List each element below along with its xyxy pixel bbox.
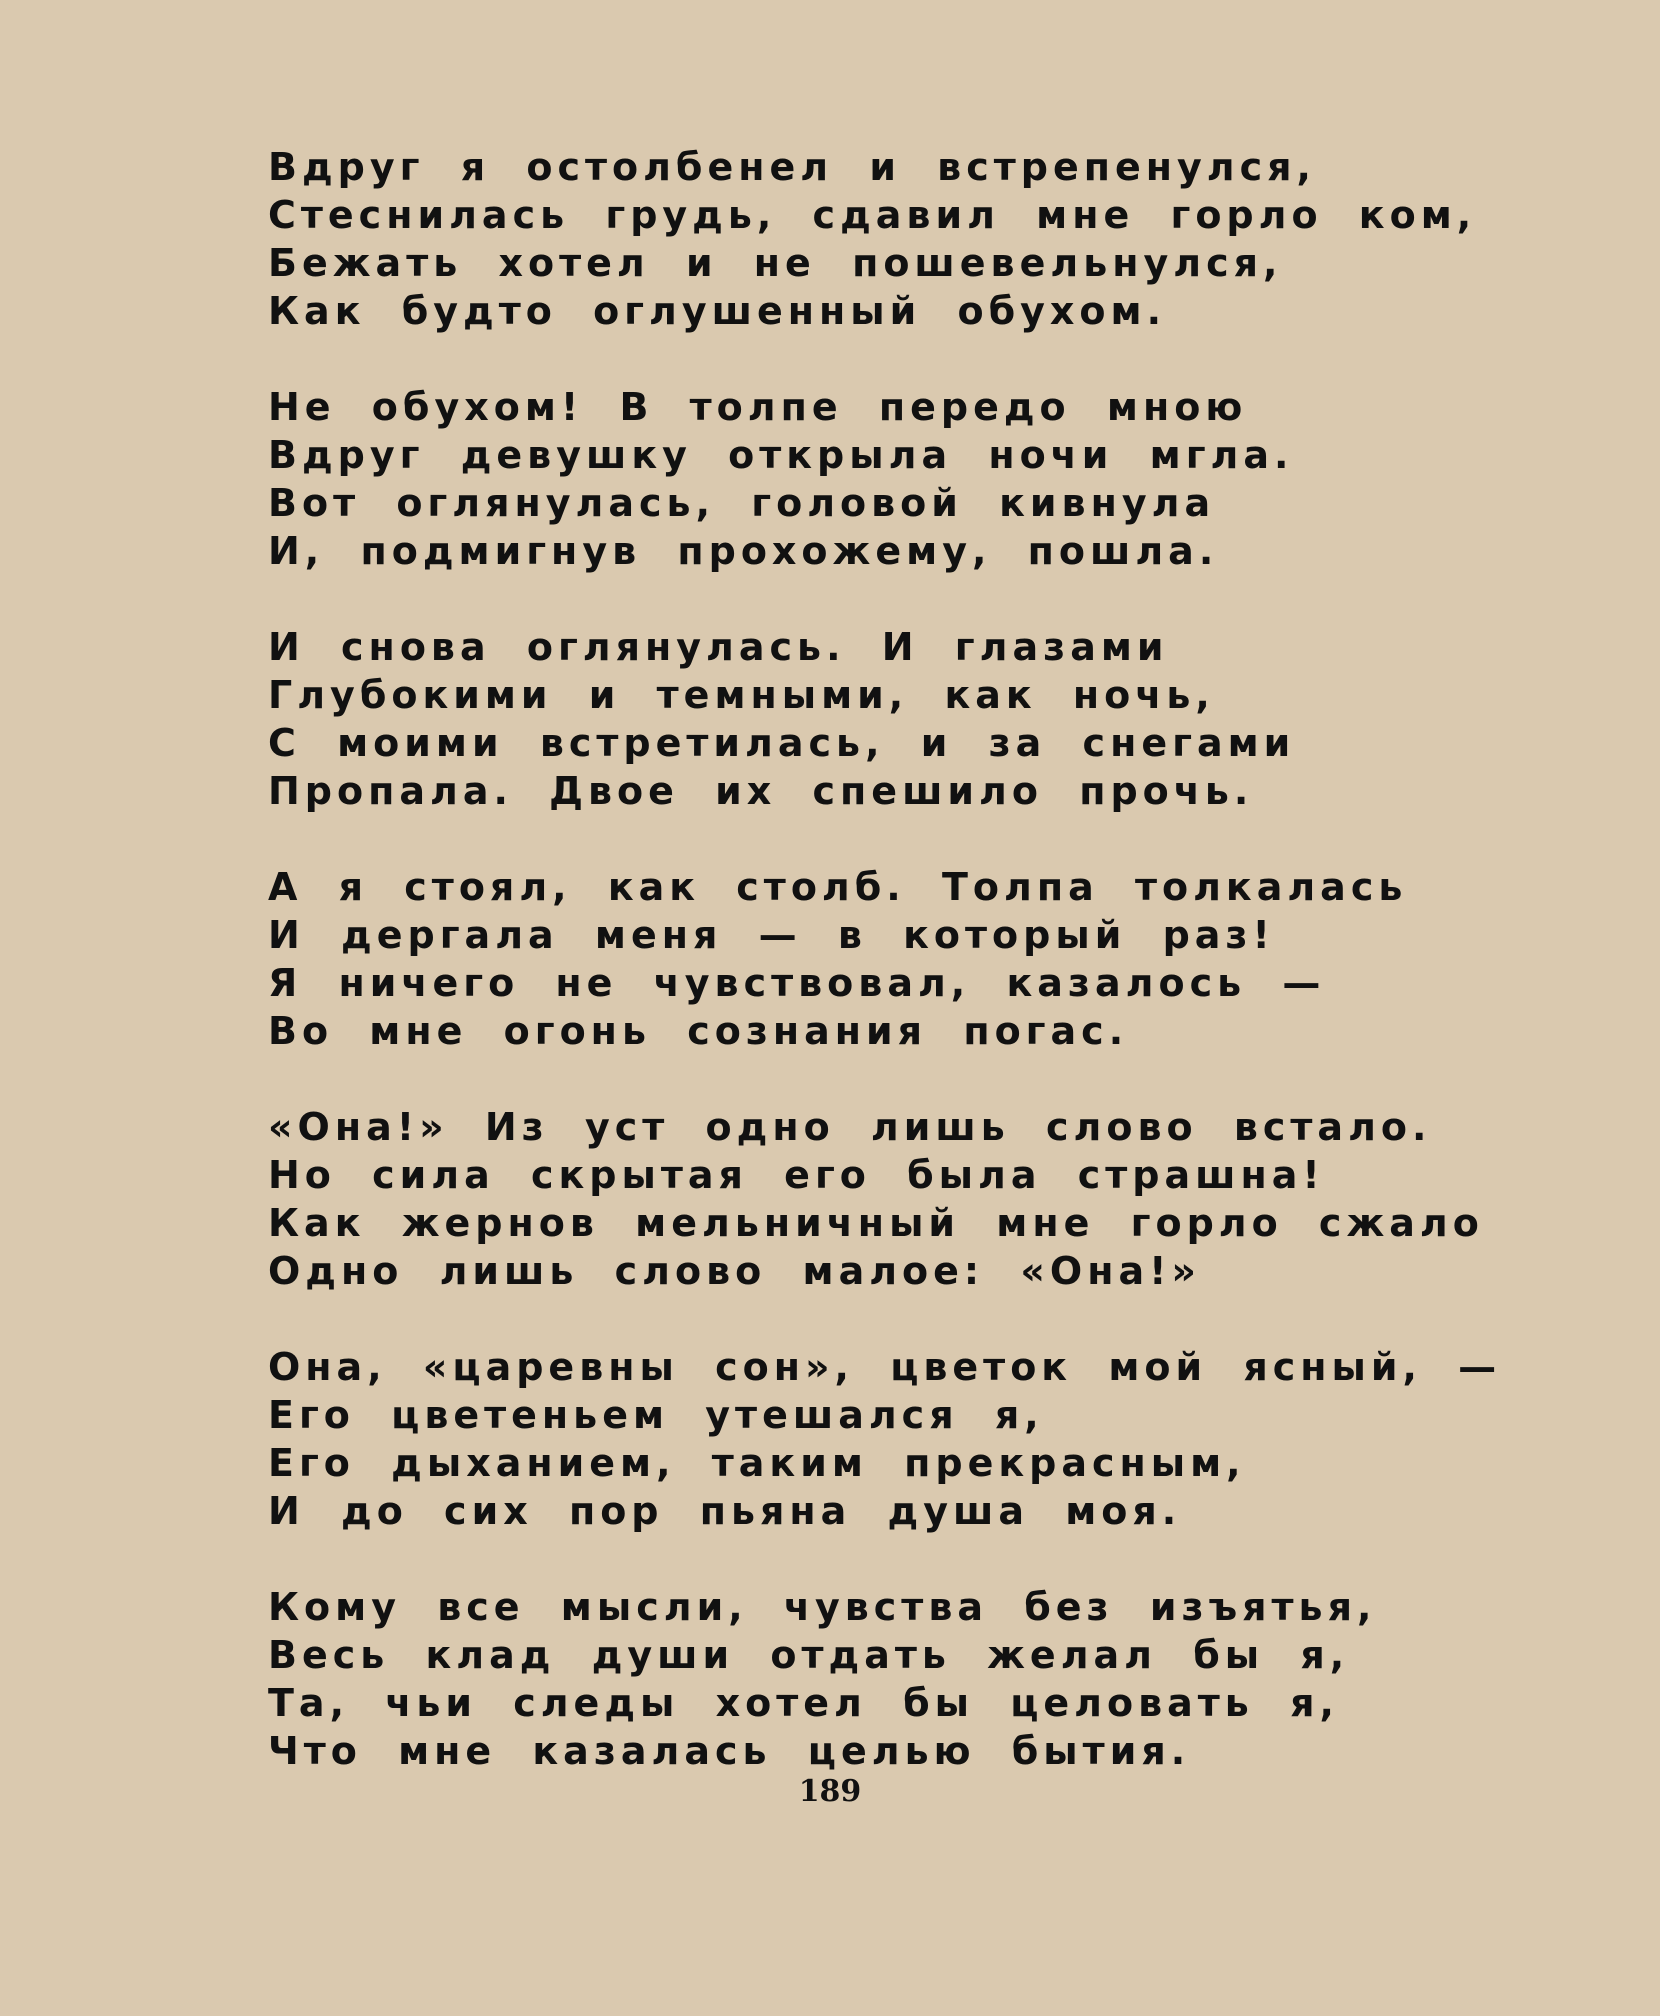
poem-line: А я стоял, как столб. Толпа толкалась — [268, 865, 1408, 909]
poem-line: Что мне казалась целью бытия. — [268, 1729, 1191, 1773]
stanza-1 — [268, 143, 1488, 335]
poem-line: Стеснилась грудь, сдавил мне горло ком, — [268, 193, 1477, 237]
poem-line: Во мне огонь сознания погас. — [268, 1009, 1129, 1053]
poem-text — [268, 143, 1502, 1775]
poem-line: Но сила скрытая его была страшна! — [268, 1153, 1325, 1197]
stanza-6 — [268, 1343, 1502, 1535]
stanza-3 — [268, 623, 1488, 815]
stanza-2 — [268, 383, 1488, 575]
poem-line: Его цветеньем утешался я, — [268, 1393, 1044, 1437]
poem-line: И, подмигнув прохожему, пошла. — [268, 529, 1219, 573]
poem-line: Вдруг девушку открыла ночи мгла. — [268, 433, 1294, 477]
poem-line: Она, «царевны сон», цветок мой ясный, — — [268, 1345, 1502, 1389]
poem-line: И до сих пор пьяна душа моя. — [268, 1489, 1182, 1533]
stanza-5 — [268, 1103, 1488, 1295]
stanza-7 — [268, 1583, 1488, 1775]
poem-line: Пропала. Двое их спешило прочь. — [268, 769, 1254, 813]
poem-line: Вдруг я остолбенел и встрепенулся, — [268, 145, 1316, 189]
poem-line: И снова оглянулась. И глазами — [268, 625, 1169, 669]
poem-line: Глубокими и темными, как ночь, — [268, 673, 1215, 717]
poem-line: Кому все мысли, чувства без изъятья, — [268, 1585, 1377, 1629]
poem-line: Одно лишь слово малое: «Она!» — [268, 1249, 1201, 1293]
poem-line: С моими встретилась, и за снегами — [268, 721, 1296, 765]
poem-line: Бежать хотел и не пошевельнулся, — [268, 241, 1283, 285]
poem-line: Как будто оглушенный обухом. — [268, 289, 1167, 333]
poem-line: Как жернов мельничный мне горло сжало — [268, 1201, 1484, 1245]
page-number: 189 — [798, 1774, 862, 1809]
poem-line: Та, чьи следы хотел бы целовать я, — [268, 1681, 1339, 1725]
poem-line: Его дыханием, таким прекрасным, — [268, 1441, 1246, 1485]
stanza-4 — [268, 863, 1488, 1055]
poem-line: Вот оглянулась, головой кивнула — [268, 481, 1216, 525]
poem-line: Я ничего не чувствовал, казалось — — [268, 961, 1326, 1005]
poem-line: «Она!» Из уст одно лишь слово встало. — [268, 1105, 1432, 1149]
poem-line: Не обухом! В толпе передо мною — [268, 385, 1248, 429]
poem-line: Весь клад души отдать желал бы я, — [268, 1633, 1350, 1677]
poem-line: И дергала меня — в который раз! — [268, 913, 1275, 957]
